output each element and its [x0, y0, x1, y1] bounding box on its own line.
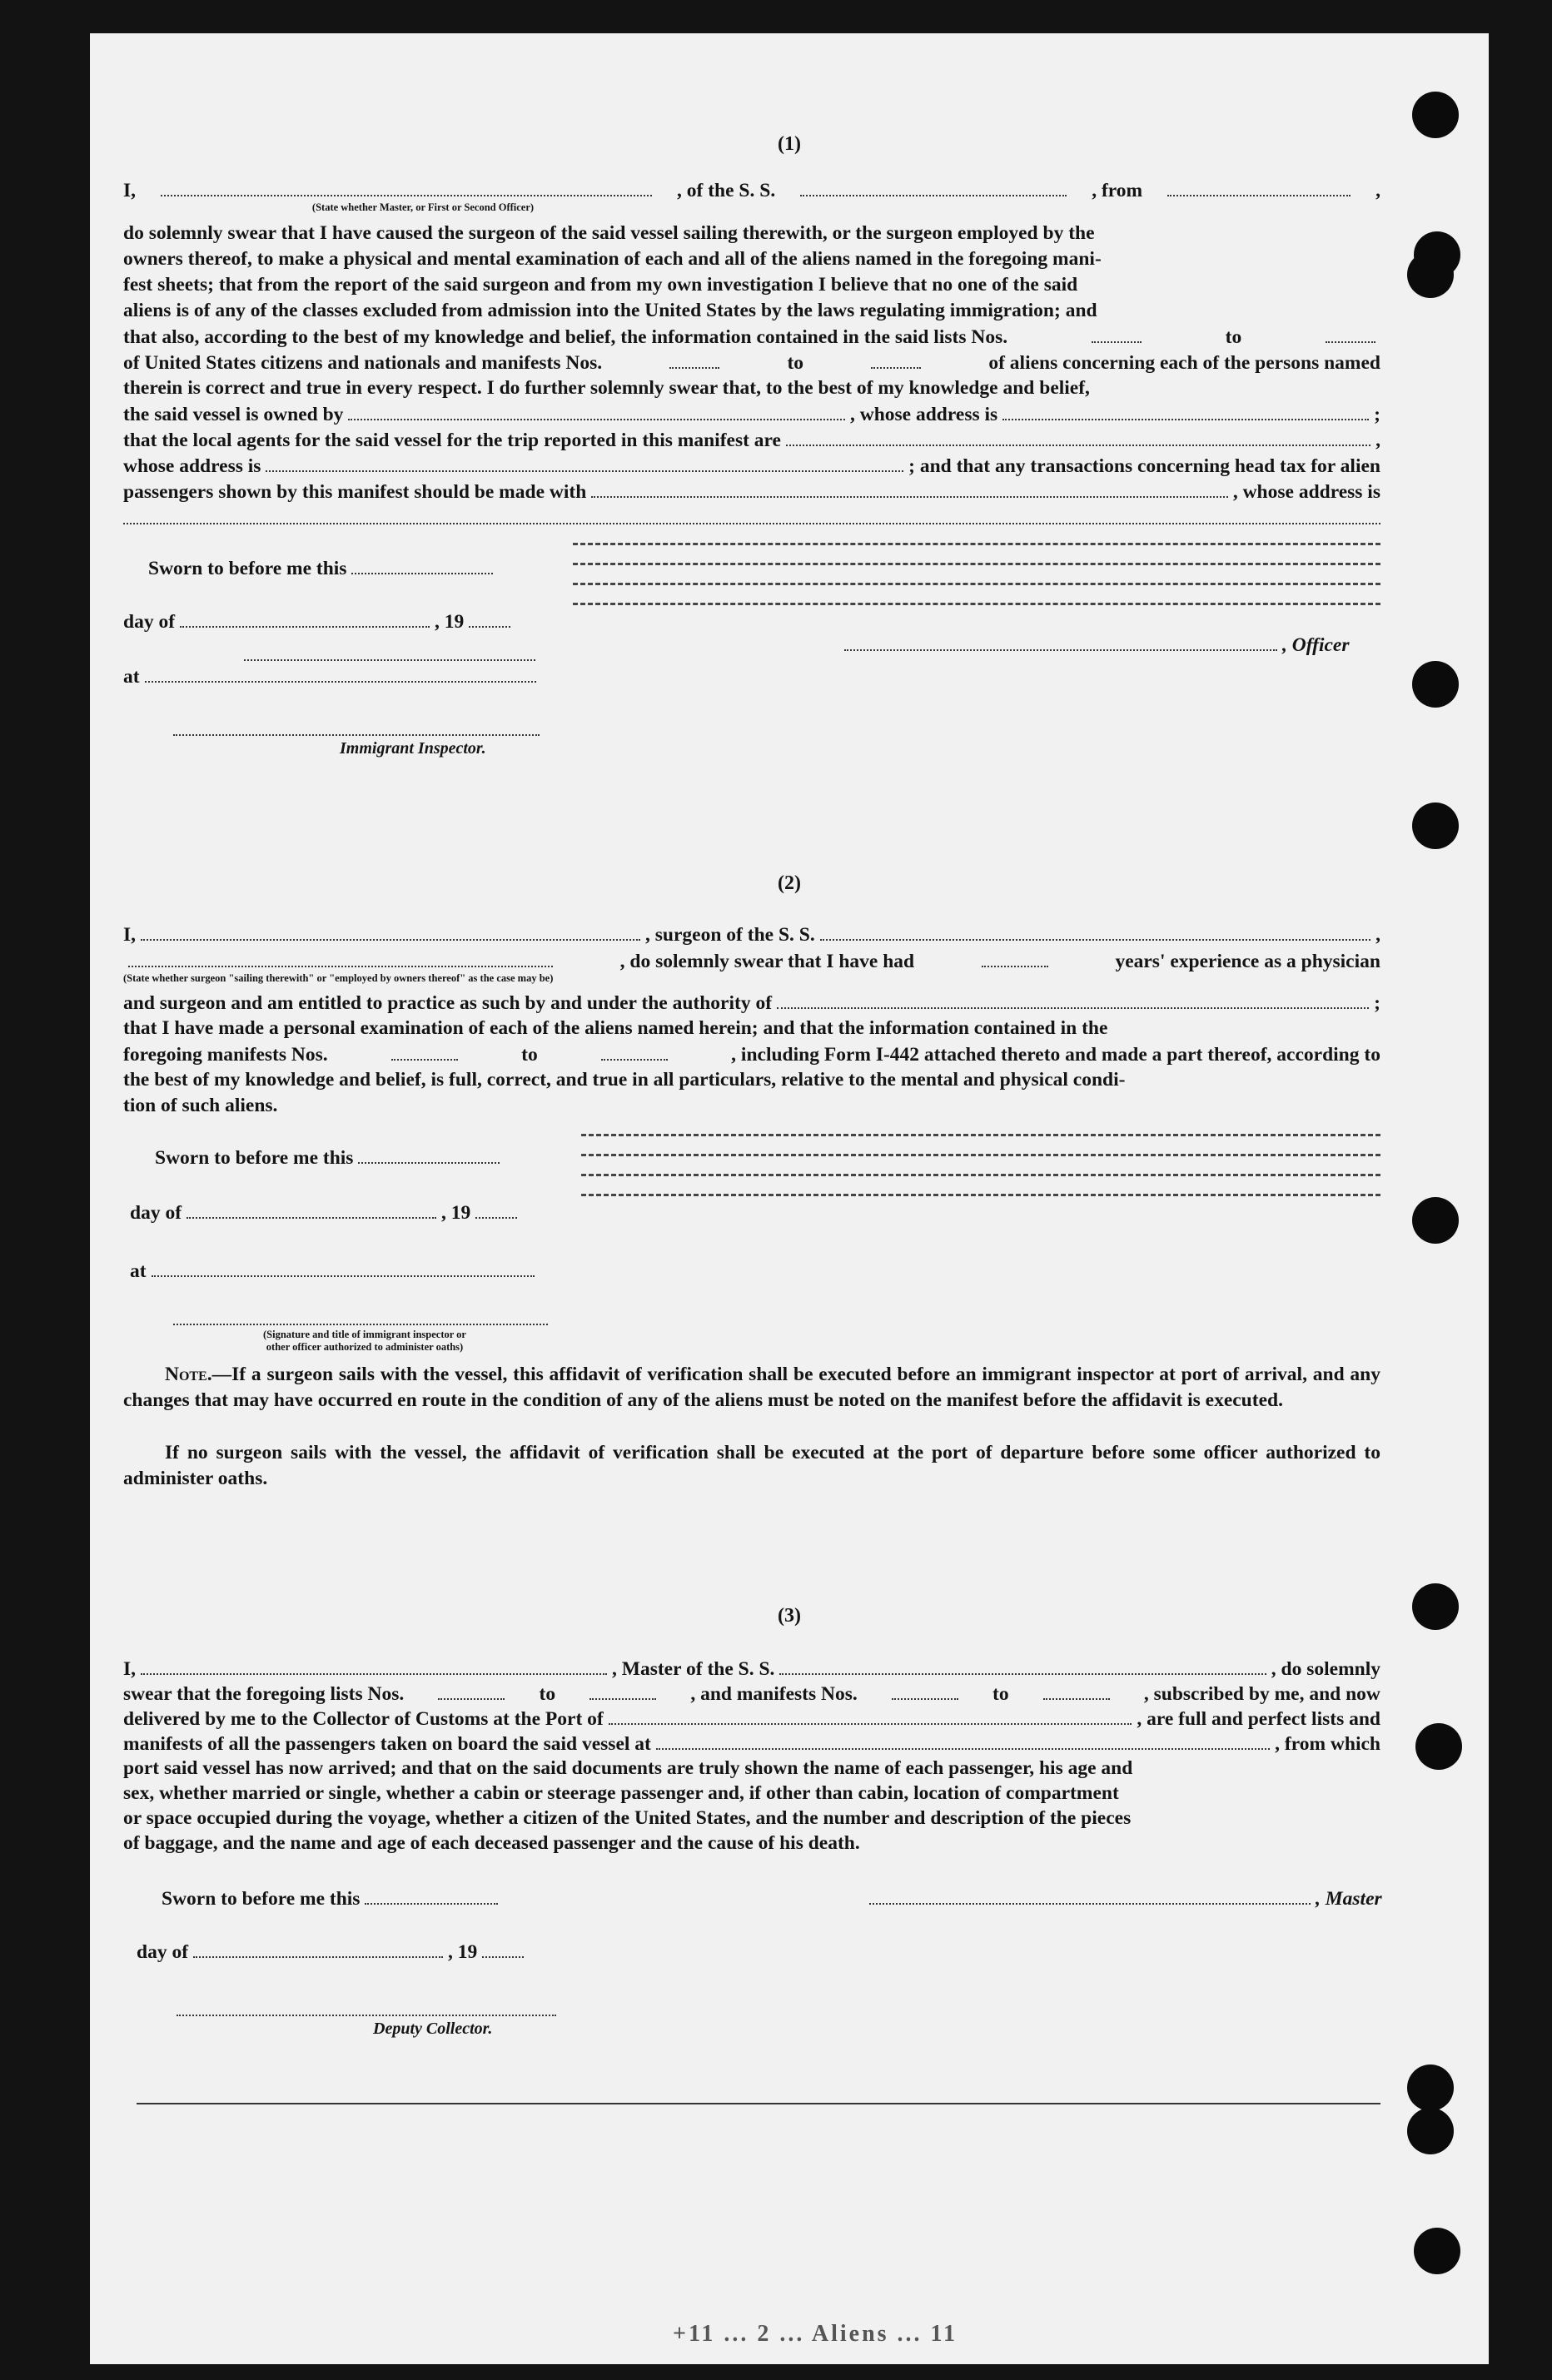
lists-line: that also, according to the best of my knowledge and belief, the information contained in the said lists Nos. to: [123, 325, 1380, 349]
manifest-nos-from-field[interactable]: [892, 1682, 958, 1700]
manifest-nos-to-field[interactable]: [601, 1042, 668, 1061]
manifests-taken-line: manifests of all the passengers taken on board the said vessel at , from which: [123, 1733, 1380, 1755]
section-2-number: (2): [778, 872, 801, 894]
best-knowledge-line: the best of my knowledge and belief, is full, correct, and true in all particulars, relative to the mental and physical condi-: [123, 1069, 1126, 1091]
manifest-verification-page: [90, 33, 1489, 2364]
oath-line-4: aliens is of any of the classes excluded from admission into the United States by the laws regulating immigration; and: [123, 300, 1097, 321]
officer-signature-line: [573, 563, 1380, 565]
note-paragraph-2: If no surgeon sails with the vessel, the affidavit of verification shall be executed at the port of departure before some officer authorized to administer oaths.: [123, 1442, 1380, 1489]
place-field[interactable]: [145, 664, 536, 683]
section-3-number: (3): [778, 1605, 801, 1627]
manifests-nos-line: foregoing manifests Nos. to , including Form I-442 attached thereto and made a part thereof, according to: [123, 1044, 1380, 1066]
vessel-name-field[interactable]: [800, 178, 1067, 196]
punch-hole: [1412, 1197, 1459, 1244]
punch-hole: [1407, 2064, 1454, 2111]
owned-by-line: the said vessel is owned by , whose address is ;: [123, 404, 1380, 425]
lists-nos-from-field[interactable]: [438, 1682, 505, 1700]
therein-line: therein is correct and true in every respect. I do further solemnly swear that, to the best of my knowledge and belief,: [123, 377, 1090, 399]
lists-from-field[interactable]: [1092, 325, 1142, 343]
sworn-day-field[interactable]: [351, 556, 493, 574]
at-line-1: at: [123, 664, 541, 688]
footer-stamp: +11 ... 2 ... Aliens ... 11: [673, 2321, 958, 2347]
master-name-field[interactable]: [141, 1657, 607, 1675]
agents-address-field[interactable]: [266, 454, 903, 472]
year-field[interactable]: [475, 1200, 517, 1219]
owner-field[interactable]: [348, 402, 845, 420]
officer-signature-line: [573, 543, 1380, 545]
manifests-to-field[interactable]: [871, 350, 921, 369]
authority-line: and surgeon and am entitled to practice as such by and under the authority of ;: [123, 992, 1380, 1014]
collector-signature-field[interactable]: [177, 2015, 556, 2016]
place-field[interactable]: [152, 1259, 535, 1277]
year-field[interactable]: [482, 1940, 524, 1958]
punch-hole: [1407, 251, 1454, 298]
section-1-number: (1): [778, 133, 801, 155]
surgeon-signature-line: [581, 1154, 1380, 1156]
month-field[interactable]: [180, 609, 430, 628]
port-of-departure-field[interactable]: [656, 1732, 1270, 1750]
section-1-opening-line: I, , of the S. S. , from ,: [123, 180, 1380, 201]
baggage-line: of baggage, and the name and age of each deceased passenger and the cause of his death.: [123, 1832, 860, 1854]
sworn-day-field[interactable]: [365, 1886, 498, 1905]
lists-nos-line: swear that the foregoing lists Nos. to , and manifests Nos. to , subscribed by me, and now: [123, 1683, 1380, 1705]
day-of-line-3: day of , 19: [137, 1940, 529, 1964]
punch-hole: [1412, 92, 1459, 138]
immigrant-inspector-label: Immigrant Inspector.: [340, 739, 486, 758]
at-line-2: at: [130, 1259, 540, 1283]
manifest-nos-from-field[interactable]: [391, 1042, 458, 1061]
oath-line-1: do solemnly swear that I have caused the surgeon of the said vessel sailing therewith, or the surgeon employed by the: [123, 222, 1095, 244]
punch-hole: [1412, 802, 1459, 849]
head-tax-address-field[interactable]: [123, 523, 1380, 524]
officer-signature-row: , Officer: [839, 633, 1349, 657]
verifier-signature-field[interactable]: [173, 1324, 548, 1325]
manifest-nos-to-field[interactable]: [1043, 1682, 1110, 1700]
master-vessel-field[interactable]: [779, 1657, 1266, 1675]
authority-field[interactable]: [777, 991, 1369, 1009]
sworn-day-field[interactable]: [358, 1145, 500, 1164]
master-signature-field[interactable]: [869, 1886, 1311, 1905]
deputy-collector-label: Deputy Collector.: [373, 2020, 493, 2038]
punch-hole: [1412, 661, 1459, 708]
collector-line: delivered by me to the Collector of Customs at the Port of , are full and perfect lists and: [123, 1708, 1380, 1730]
note-paragraph-1: Note.—If a surgeon sails with the vessel, this affidavit of verification shall be executed before an immigrant inspector at port of arrival, and any changes that may have occurred en route in the condition of any of the aliens must be noted on the manifest before the affidavit is executed.: [123, 1364, 1380, 1411]
local-agents-field[interactable]: [786, 428, 1370, 446]
sex-married-line: sex, whether married or single, whether a cabin or steerage passenger and, if other than cabin, location of compartment: [123, 1782, 1119, 1804]
surgeon-signature-line: [581, 1134, 1380, 1136]
day-of-line-1: day of , 19: [123, 609, 515, 634]
surgeon-signature-line: [581, 1194, 1380, 1196]
local-agents-line: that the local agents for the said vessel for the trip reported in this manifest are ,: [123, 430, 1380, 451]
oath-line-3: fest sheets; that from the report of the said surgeon and from my own investigation I believe that no one of the said: [123, 274, 1078, 296]
officer-signature-line: [573, 603, 1380, 605]
exam-line: that I have made a personal examination of each of the aliens named herein; and that the information contained in the: [123, 1017, 1108, 1039]
month-field[interactable]: [187, 1200, 436, 1219]
owner-address-field[interactable]: [1002, 402, 1369, 420]
lists-nos-to-field[interactable]: [589, 1682, 656, 1700]
year-field[interactable]: [469, 609, 510, 628]
surgeon-name-field[interactable]: [141, 922, 640, 941]
punch-hole: [1415, 1723, 1462, 1770]
from-port-field[interactable]: [1167, 178, 1351, 196]
surgeon-signature-line: [581, 1174, 1380, 1176]
punch-hole: [1414, 2228, 1460, 2274]
surgeon-vessel-field[interactable]: [820, 922, 1370, 941]
manifests-from-field[interactable]: [669, 350, 719, 369]
place-extra-field[interactable]: [244, 659, 535, 661]
bottom-rule: [137, 2103, 1380, 2104]
head-tax-contact-field[interactable]: [591, 479, 1228, 498]
punch-hole: [1407, 2108, 1454, 2154]
officer-signature-line: [573, 583, 1380, 585]
inspector-signature-field[interactable]: [173, 734, 540, 736]
master-line: I, , Master of the S. S. , do solemnly: [123, 1658, 1380, 1680]
space-occupied-line: or space occupied during the voyage, whether a citizen of the United States, and the number and description of the pieces: [123, 1807, 1132, 1829]
signature-note-line-1: (Signature and title of immigrant inspector or: [263, 1329, 466, 1340]
officer-name-field[interactable]: [161, 178, 652, 196]
master-signature-row: , Master: [864, 1886, 1382, 1910]
years-experience-field[interactable]: [982, 949, 1048, 967]
port-of-arrival-field[interactable]: [609, 1707, 1132, 1725]
port-arrived-line: port said vessel has now arrived; and that on the said documents are truly shown the name of each passenger, his age and: [123, 1757, 1133, 1779]
note-master-officer: (State whether Master, or First or Second Officer): [311, 201, 535, 213]
citizens-manifest-line: of United States citizens and nationals and manifests Nos. to of aliens concerning each of the persons named: [123, 352, 1380, 374]
surgeon-experience-line: , do solemnly swear that I have had years' experience as a physician: [123, 949, 1380, 973]
such-aliens-line: tion of such aliens.: [123, 1095, 278, 1116]
month-field[interactable]: [193, 1940, 443, 1958]
oath-line-2: owners thereof, to make a physical and mental examination of each and all of the aliens named in the foregoing mani-: [123, 248, 1102, 270]
surgeon-line: I, , surgeon of the S. S. ,: [123, 924, 1380, 946]
signature-note-line-2: other officer authorized to administer oaths): [266, 1341, 464, 1353]
sworn-line-3: Sworn to before me this: [162, 1886, 503, 1910]
head-tax-line: passengers shown by this manifest should be made with , whose address is: [123, 481, 1380, 503]
agents-address-line: whose address is ; and that any transactions concerning head tax for alien: [123, 455, 1380, 477]
lists-to-field[interactable]: [1326, 325, 1375, 343]
note-surgeon-status: (State whether surgeon "sailing therewith" or "employed by owners thereof" as the case may be): [123, 972, 554, 984]
sworn-line-1: Sworn to before me this: [148, 556, 498, 580]
surgeon-status-field[interactable]: [128, 949, 553, 967]
day-of-line-2: day of , 19: [130, 1200, 522, 1225]
officer-signature-field[interactable]: [844, 633, 1277, 651]
sworn-line-2: Sworn to before me this: [155, 1145, 505, 1170]
